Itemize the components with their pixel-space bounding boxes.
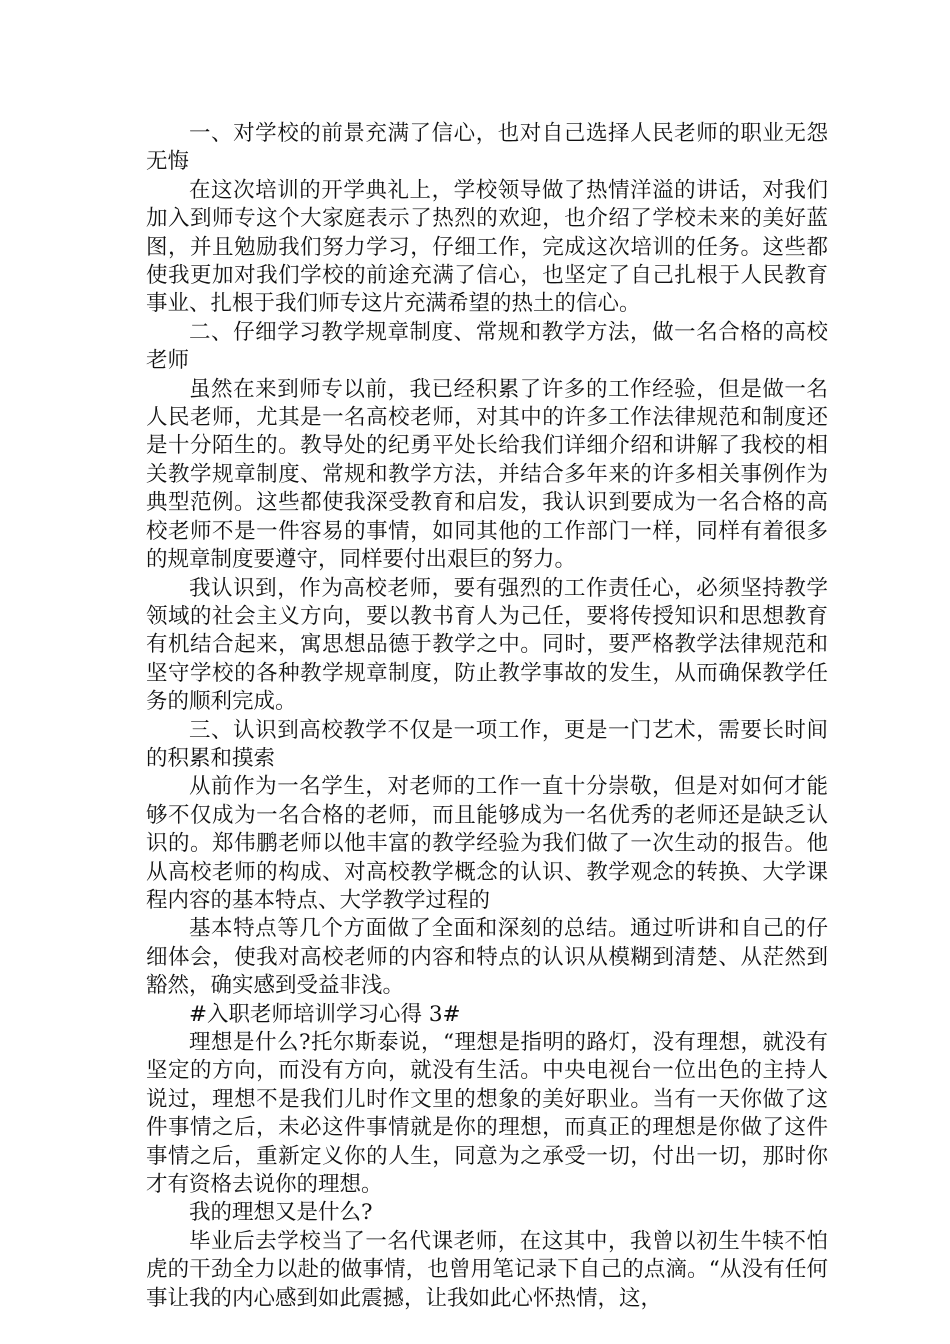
- paragraph-responsibility: 我认识到，作为高校老师，要有强烈的工作责任心，必须坚持教学领域的社会主义方向，要以教书育人为己任，要将传授知识和思想教育有机结合起来，寓思想品德于教学之中。同时，要严格教学法律规范和坚守学校的各种教学规章制度，防止教学事故的发生，从而确保教学任务的顺利完成。: [146, 575, 828, 715]
- heading-section-3: 三、认识到高校教学不仅是一项工作，更是一门艺术，需要长时间的积累和摸索: [146, 717, 828, 771]
- paragraph-substitute-teacher: 毕业后去学校当了一名代课老师，在这其中，我曾以初生牛犊不怕虎的干劲全力以赴的做事情，也曾用笔记录下自己的点滴。“从没有任何事让我的内心感到如此震撼，让我如此心怀热情，这，: [146, 1228, 828, 1311]
- paragraph-summary: 基本特点等几个方面做了全面和深刻的总结。通过听讲和自己的仔细体会，使我对高校老师的内容和特点的认识从模糊到清楚、从茫然到豁然，确实感到受益非浅。: [146, 916, 828, 999]
- heading-article-3: #入职老师培训学习心得 3#: [189, 1001, 461, 1027]
- paragraph-opening-ceremony: 在这次培训的开学典礼上，学校领导做了热情洋溢的讲话，对我们加入到师专这个大家庭表示了热烈的欢迎，也介绍了学校未来的美好蓝图，并且勉励我们努力学习，仔细工作，完成这次培训的任务。这些都使我更加对我们学校的前途充满了信心，也坚定了自己扎根于人民教育事业、扎根于我们师专这片充满希望的热土的信心。: [146, 177, 828, 317]
- heading-section-1: 一、对学校的前景充满了信心，也对自己选择人民老师的职业无怨无悔: [146, 121, 828, 175]
- document-body: [146, 120, 828, 1313]
- paragraph-ideal: 理想是什么?托尔斯泰说，“理想是指明的路灯，没有理想，就没有坚定的方向，而没有方向，就没有生活。中央电视台一位出色的主持人说过，理想不是我们儿时作文里的想象的美好职业。当有一天你做了这件事情之后，未必这件事情就是你的理想，而真正的理想是你做了这件事情之后，重新定义你的人生，同意为之承受一切，付出一切，那时你才有资格去说你的理想。: [146, 1030, 828, 1198]
- heading-section-2: 二、仔细学习教学规章制度、常规和教学方法，做一名合格的高校老师: [146, 319, 828, 374]
- paragraph-regulations: 虽然在来到师专以前，我已经积累了许多的工作经验，但是做一名人民老师，尤其是一名高校老师，对其中的许多工作法律规范和制度还是十分陌生的。教导处的纪勇平处长给我们详细介绍和讲解了我校的相关教学规章制度、常规和教学方法，并结合多年来的许多相关事例作为典型范例。这些都使我深受教育和启发，我认识到要成为一名合格的高校老师不是一件容易的事情，如同其他的工作部门一样，同样有着很多的规章制度要遵守，同样要付出艰巨的努力。: [146, 376, 828, 573]
- paragraph-teaching-art: 从前作为一名学生，对老师的工作一直十分崇敬，但是对如何才能够不仅成为一名合格的老师，而且能够成为一名优秀的老师还是缺乏认识的。郑伟鹏老师以他丰富的教学经验为我们做了一次生动的报告。他从高校老师的构成、对高校教学概念的认识、教学观念的转换、大学课程内容的基本特点、大学教学过程的: [146, 774, 828, 913]
- paragraph-my-ideal: 我的理想又是什么?: [189, 1200, 373, 1226]
